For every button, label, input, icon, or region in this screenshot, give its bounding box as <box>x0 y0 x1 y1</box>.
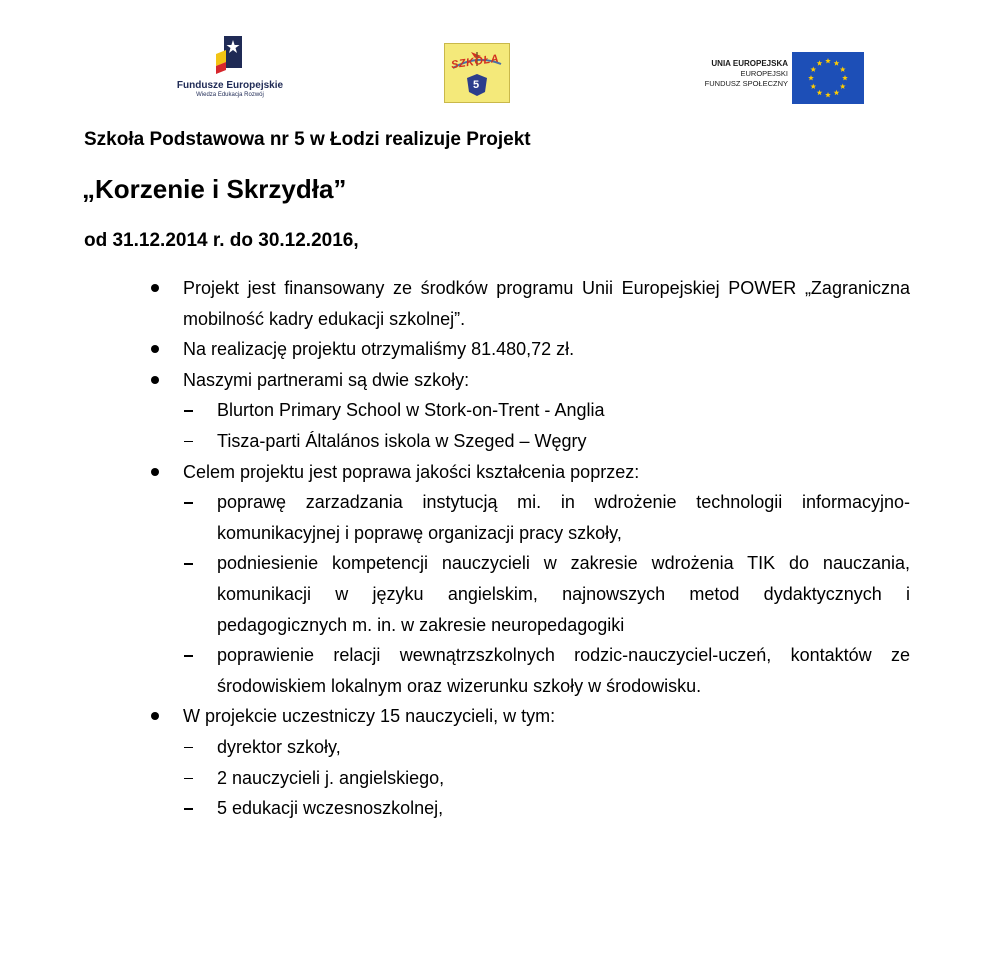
eu-star-icon <box>808 75 814 80</box>
eu-star-icon <box>810 84 816 89</box>
project-details-list <box>150 273 910 824</box>
sub-list-item: poprawienie relacji wewnątrzszkolnych rodzic-nauczyciel-uczeń, kontaktów ze środowiskiem lokalnym oraz wizerunku szkoły w środowisku. <box>150 640 910 701</box>
eu-text-block <box>705 59 788 89</box>
list-item: Naszymi partnerami są dwie szkoły: <box>150 365 910 396</box>
eu-star-icon <box>825 92 831 97</box>
eu-star-icon <box>840 84 846 89</box>
sub-list-item: dyrektor szkoły, <box>150 732 910 763</box>
eu-star-icon <box>842 75 848 80</box>
fundusze-europejskie-logo <box>160 36 300 112</box>
intro-heading: Szkoła Podstawowa nr 5 w Łodzi realizuje Projekt <box>84 129 531 150</box>
project-title: „Korzenie i Skrzydła” <box>82 174 347 204</box>
fundusze-europejskie-title: Fundusze Europejskie <box>176 80 284 91</box>
eu-star-icon <box>817 90 823 95</box>
sub-list-item: 5 edukacji wczesnoszkolnej, <box>150 793 910 824</box>
eu-flag-icon <box>792 52 864 104</box>
sub-list-item: 2 nauczycieli j. angielskiego, <box>150 763 910 794</box>
school-logo-number: 5 <box>473 79 480 91</box>
eu-star-icon <box>810 67 816 72</box>
fundusze-europejskie-subtitle: Wiedza Edukacja Rozwój <box>196 92 264 98</box>
school-emblem-icon <box>445 44 509 102</box>
eu-star-icon <box>817 60 823 65</box>
list-item: Projekt jest finansowany ze środków programu Unii Europejskiej POWER „Zagraniczna mobilność kadry edukacji szkolnej”. <box>150 273 910 334</box>
eu-star-icon <box>834 90 840 95</box>
sub-list-item: podniesienie kompetencji nauczycieli w zakresie wdrożenia TIK do nauczania, komunikacji w języku angielskim, najnowszych metod dydaktycznych i pedagogicznych m. in. w zakresie neuropedagogiki <box>150 548 910 640</box>
eu-fund-label-2: FUNDUSZ SPOŁECZNY <box>704 79 788 88</box>
eu-social-fund-logo <box>676 52 868 108</box>
eu-star-icon <box>840 67 846 72</box>
fundusze-europejskie-emblem-icon <box>216 36 244 76</box>
eu-star-icon <box>834 60 840 65</box>
eu-stars-icon <box>792 52 864 104</box>
project-dates: od 31.12.2014 r. do 30.12.2016, <box>84 230 359 251</box>
list-item: Celem projektu jest poprawa jakości kształcenia poprzez: <box>150 457 910 488</box>
list-item: W projekcie uczestniczy 15 nauczycieli, w tym: <box>150 701 910 732</box>
eu-fund-label-1: EUROPEJSKI <box>740 69 788 78</box>
school-logo-text: SZKOŁA <box>450 52 500 72</box>
school-logo <box>444 43 510 103</box>
eu-star-icon <box>825 58 831 63</box>
list-item: Na realizację projektu otrzymaliśmy 81.480,72 zł. <box>150 334 910 365</box>
sub-list-item: poprawę zarzadzania instytucją mi. in wdrożenie technologii informacyjno-komunikacyjnej i poprawę organizacji pracy szkoły, <box>150 487 910 548</box>
sub-list-item: Blurton Primary School w Stork-on-Trent - Anglia <box>150 395 910 426</box>
sub-list-item: Tisza-parti Általános iskola w Szeged – Węgry <box>150 426 910 457</box>
eu-union-label: UNIA EUROPEJSKA <box>711 59 788 68</box>
